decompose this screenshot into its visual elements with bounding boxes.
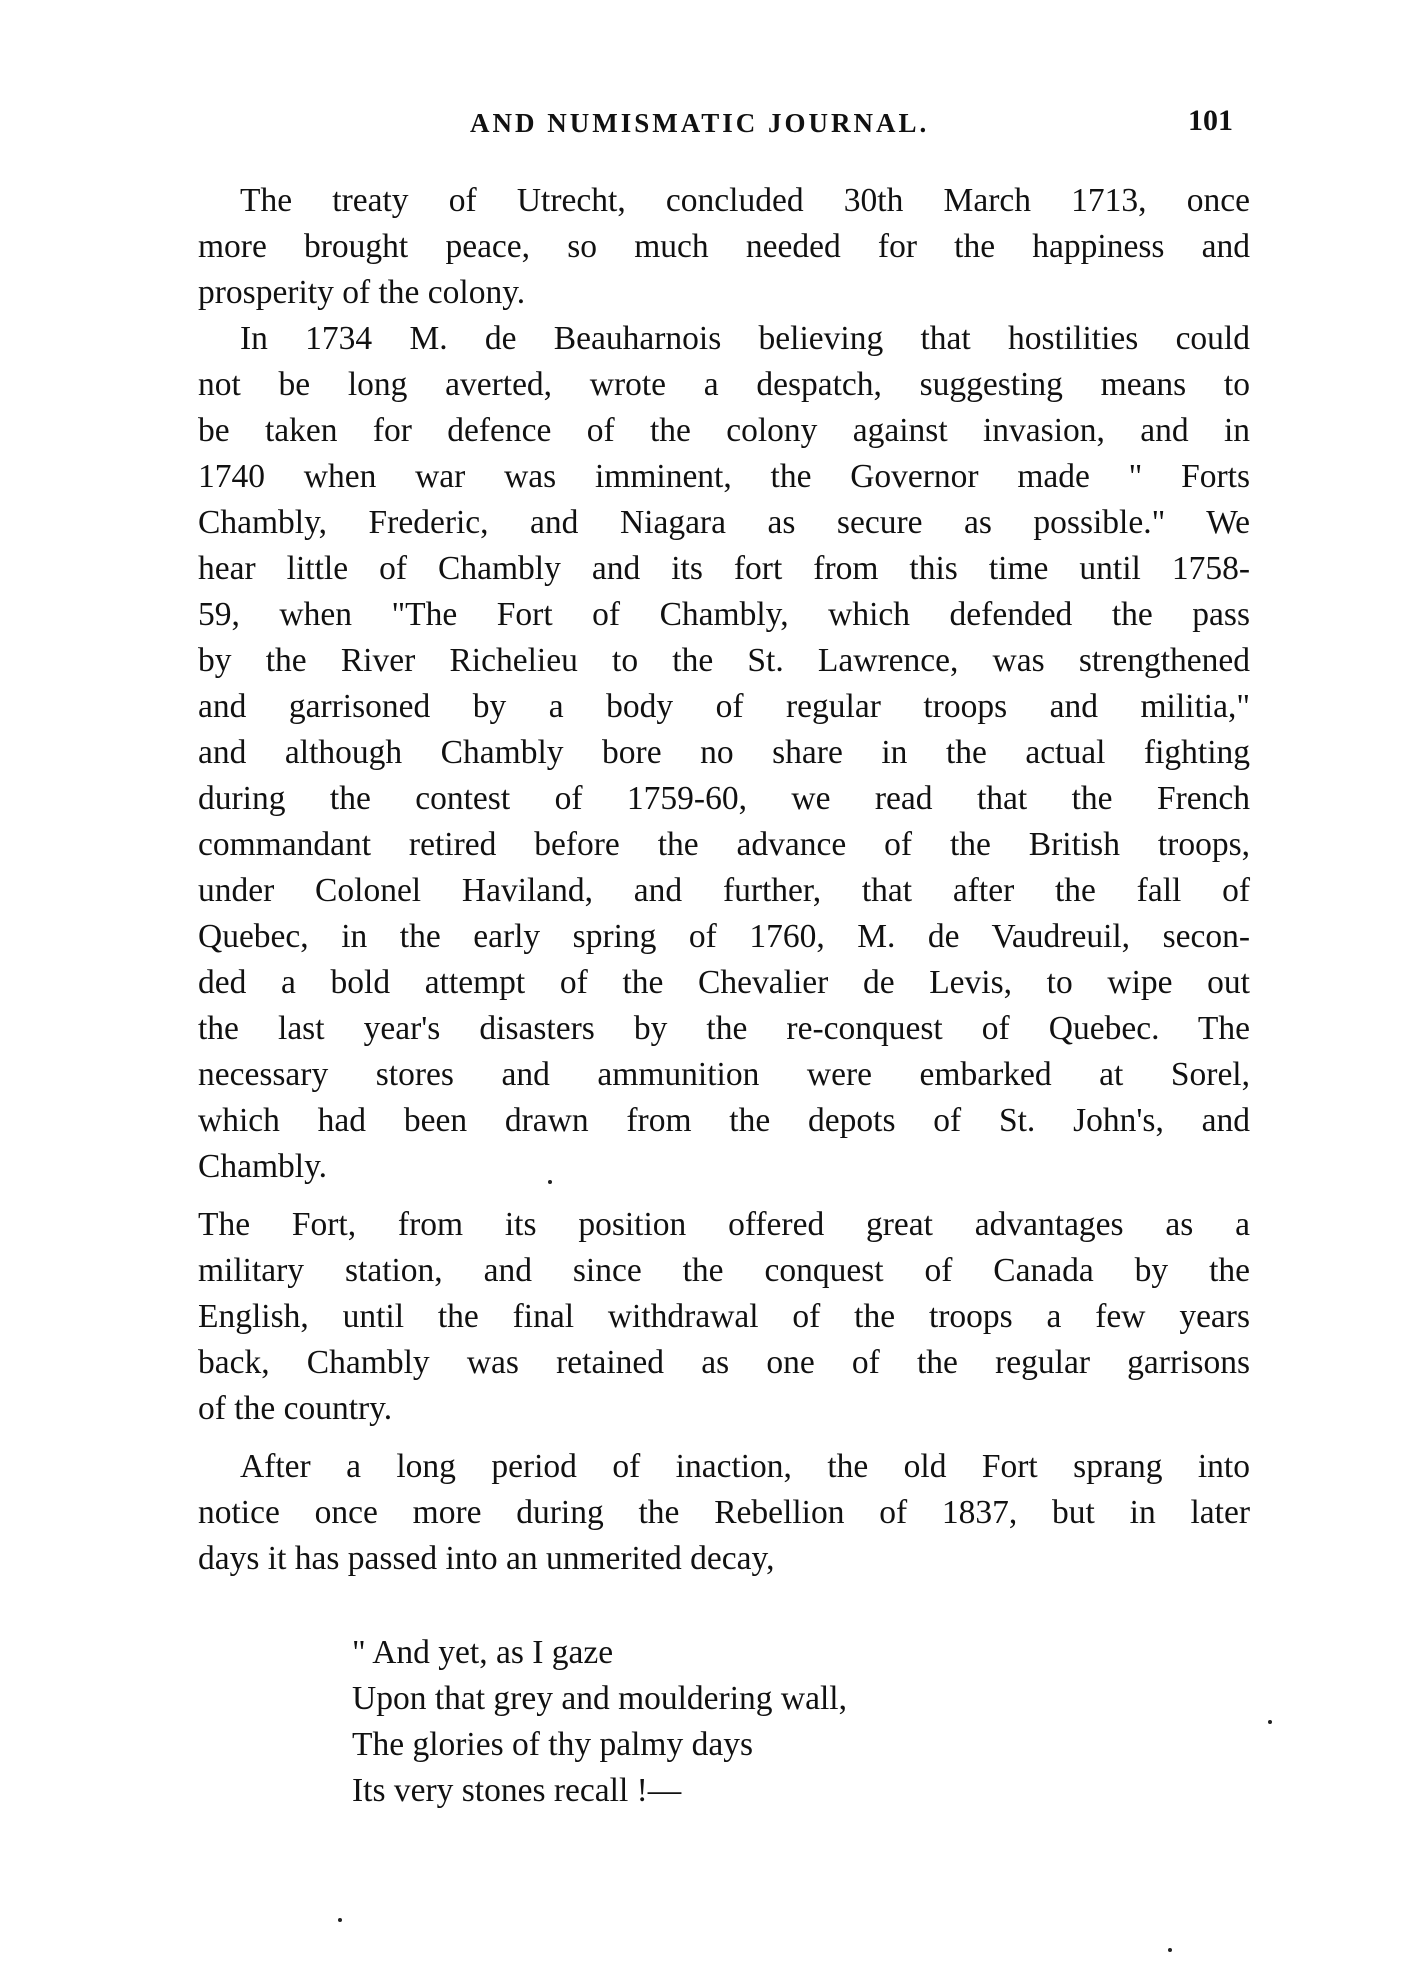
text-line: Quebec, in the early spring of 1760, M. de Vaudreuil, secon- — [198, 918, 1250, 955]
text-line: and although Chambly bore no share in the actual fighting — [198, 734, 1250, 771]
verse-line: " And yet, as I gaze — [352, 1634, 614, 1671]
text-line: be taken for defence of the colony against invasion, and in — [198, 412, 1250, 449]
text-line: The treaty of Utrecht, concluded 30th March 1713, once — [240, 182, 1250, 219]
text-line: Chambly. — [198, 1148, 328, 1185]
text-line: hear little of Chambly and its fort from this time until 1758- — [198, 550, 1250, 587]
text-line: prosperity of the colony. — [198, 274, 526, 311]
print-speck — [1268, 1720, 1272, 1724]
text-line: Chambly, Frederic, and Niagara as secure as possible." We — [198, 504, 1250, 541]
text-line: back, Chambly was retained as one of the regular garrisons — [198, 1344, 1250, 1381]
text-line: necessary stores and ammunition were embarked at Sorel, — [198, 1056, 1250, 1093]
paragraph-3 — [198, 1202, 1250, 1432]
print-speck — [1168, 1948, 1172, 1952]
text-line: After a long period of inaction, the old Fort sprang into — [240, 1448, 1250, 1485]
text-line: of the country. — [198, 1390, 393, 1427]
text-line: and garrisoned by a body of regular troops and militia," — [198, 688, 1250, 725]
text-line: notice once more during the Rebellion of 1837, but in later — [198, 1494, 1250, 1531]
text-line: more brought peace, so much needed for the happiness and — [198, 228, 1250, 265]
paragraph-2 — [198, 316, 1250, 1190]
verse-quotation — [352, 1630, 847, 1814]
verse-line: Upon that grey and mouldering wall, — [352, 1680, 847, 1717]
text-line: The Fort, from its position offered great advantages as a — [198, 1206, 1250, 1243]
text-line: 59, when "The Fort of Chambly, which defended the pass — [198, 596, 1250, 633]
text-line: English, until the final withdrawal of the troops a few years — [198, 1298, 1250, 1335]
text-line: under Colonel Haviland, and further, that after the fall of — [198, 872, 1250, 909]
print-speck — [338, 1918, 342, 1922]
print-speck — [548, 1180, 552, 1184]
text-line: the last year's disasters by the re-conquest of Quebec. The — [198, 1010, 1250, 1047]
text-line: military station, and since the conquest of Canada by the — [198, 1252, 1250, 1289]
text-line: commandant retired before the advance of the British troops, — [198, 826, 1250, 863]
text-line: during the contest of 1759-60, we read that the French — [198, 780, 1250, 817]
paragraph-4 — [198, 1444, 1250, 1582]
verse-line: Its very stones recall !— — [352, 1772, 682, 1809]
paragraph-gap — [198, 1432, 1250, 1444]
text-line: days it has passed into an unmerited decay, — [198, 1540, 775, 1577]
text-line: In 1734 M. de Beauharnois believing that hostilities could — [240, 320, 1250, 357]
text-line: ded a bold attempt of the Chevalier de Levis, to wipe out — [198, 964, 1250, 1001]
running-title: AND NUMISMATIC JOURNAL. — [470, 108, 930, 138]
body-text — [198, 178, 1250, 1582]
text-line: 1740 when war was imminent, the Governor made " Forts — [198, 458, 1250, 495]
text-line: not be long averted, wrote a despatch, suggesting means to — [198, 366, 1250, 403]
text-line: by the River Richelieu to the St. Lawrence, was strengthened — [198, 642, 1250, 679]
page-number: 101 — [1188, 104, 1233, 137]
verse-line: The glories of thy palmy days — [352, 1726, 753, 1763]
text-line: which had been drawn from the depots of St. John's, and — [198, 1102, 1250, 1139]
paragraph-gap — [198, 1190, 1250, 1202]
paragraph-1 — [198, 178, 1250, 316]
